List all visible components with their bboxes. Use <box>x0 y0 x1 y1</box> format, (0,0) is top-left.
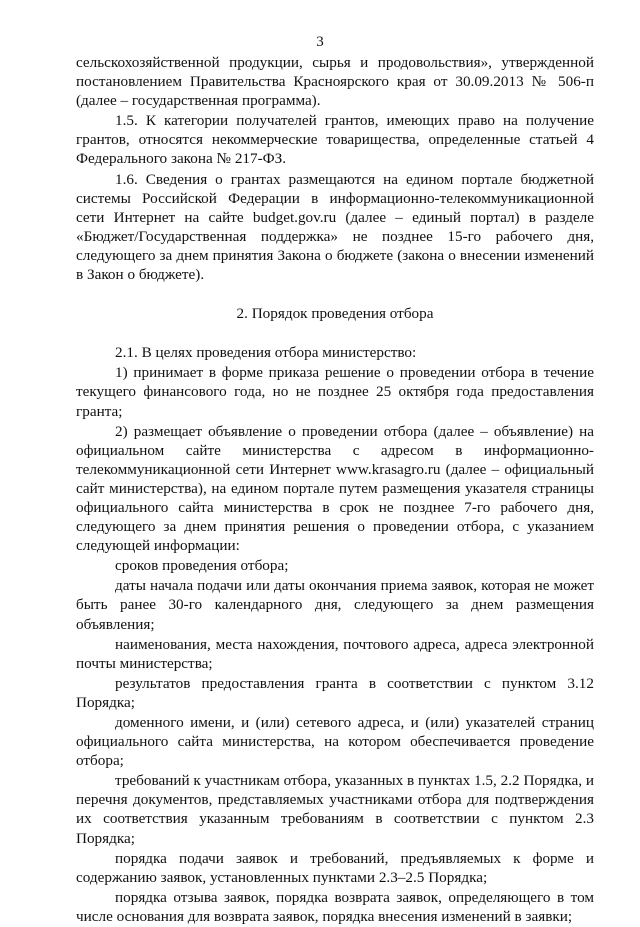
document-body <box>76 53 594 927</box>
section-heading: 2. Порядок проведения отбора <box>236 305 434 323</box>
paragraph-continuation: сельскохозяйственной продукции, сырья и продовольствия», утвержденной постановлением Правительства Красноярского края от 30.09.2013 № 506-п (далее – государственная программа). <box>76 54 594 110</box>
subitem-requirements: требований к участникам отбора, указанных в пунктах 1.5, 2.2 Порядка, и перечня документов, представляемых участниками отбора для подтверждения их соответствия указанным требованиям в соответствии с пунктом 2.3 Порядка; <box>76 772 594 847</box>
subitem-domain: доменного имени, и (или) сетевого адреса, и (или) указателей страниц официального сайта министерства, на котором обеспечивается проведение отбора; <box>76 714 594 770</box>
list-item-2: 2) размещает объявление о проведении отбора (далее – объявление) на официальном сайте министерства с адресом в информационно-телекоммуникационной сети Интернет www.krasagro.ru (далее – официальный сайт министерства), на едином портале путем размещения указателя страницы официального сайта министерства в срок не позднее 7-го рабочего дня, следующего за днем принятия решения о проведении отбора, с указанием следующей информации: <box>76 422 594 555</box>
subitem-contacts: наименования, места нахождения, почтового адреса, адреса электронной почты министерства; <box>76 635 594 672</box>
subitem-dates: даты начала подачи или даты окончания приема заявок, которая не может быть ранее 30-го календарного дня, следующего за днем размещения объявления; <box>76 577 594 633</box>
subitem-withdrawal: порядка отзыва заявок, порядка возврата заявок, определяющего в том числе основания для возврата заявок, порядка внесения изменений в заявки; <box>76 888 594 925</box>
list-item-1: 1) принимает в форме приказа решение о проведении отбора в течение текущего финансового года, но не позднее 25 октября года предоставления гранта; <box>76 364 594 420</box>
paragraph-1-6: 1.6. Сведения о грантах размещаются на едином портале бюджетной системы Российской Федерации в информационно-телекоммуникационной сети Интернет на сайте budget.gov.ru (далее – единый портал) в разделе «Бюджет/Государственная поддержка» не позднее 15-го рабочего дня, следующего за днем принятия Закона о бюджете (закона о внесении изменений в Закон о бюджете). <box>76 170 594 284</box>
subitem-terms: сроков проведения отбора; <box>115 557 289 575</box>
paragraph-1-5: 1.5. К категории получателей грантов, имеющих право на получение грантов, относятся некоммерческие товарищества, определенные статьей 4 Федерального закона № 217-ФЗ. <box>76 112 594 168</box>
subitem-submission: порядка подачи заявок и требований, предъявляемых к форме и содержанию заявок, установленных пунктами 2.3–2.5 Порядка; <box>76 849 594 886</box>
paragraph-2-1: 2.1. В целях проведения отбора министерство: <box>115 344 417 362</box>
page-number: 3 <box>316 34 324 50</box>
subitem-results: результатов предоставления гранта в соответствии с пунктом 3.12 Порядка; <box>76 674 594 711</box>
